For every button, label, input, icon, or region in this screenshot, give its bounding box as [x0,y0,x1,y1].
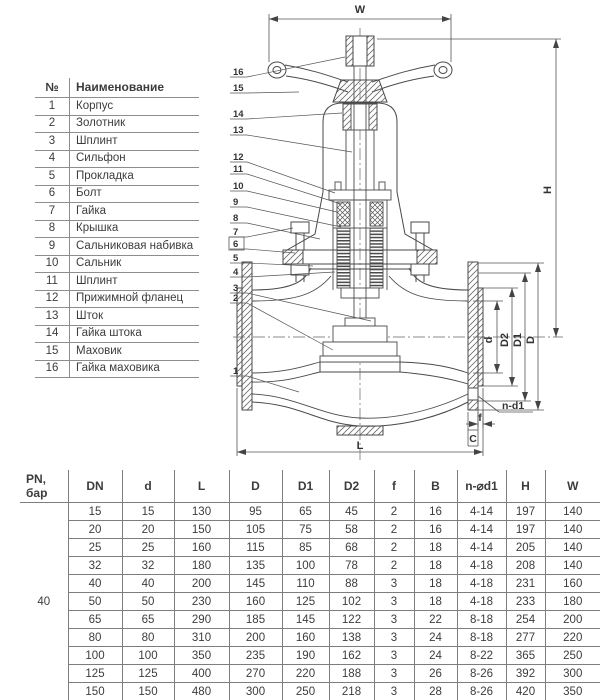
dims-row [20,539,600,557]
dims-cell: 205 [506,539,545,557]
parts-row [35,238,199,256]
dims-cell: 25 [122,539,174,557]
callout-8: 8 [233,213,239,224]
dims-cell: 15 [122,503,174,521]
dims-cell: 85 [282,539,329,557]
part-number: 13 [35,308,70,326]
dims-cell: 40 [122,575,174,593]
part-number: 3 [35,133,70,151]
parts-row [35,168,199,186]
dims-cell: 250 [282,683,329,700]
dims-cell: 3 [374,611,414,629]
part-number: 1 [35,98,70,116]
dims-row [20,521,600,539]
dims-cell: 3 [374,593,414,611]
dims-cell: 28 [414,683,457,700]
dims-cell: 270 [229,665,282,683]
dims-cell: 45 [329,503,374,521]
part-number: 6 [35,185,70,203]
part-number: 16 [35,360,70,378]
part-name: Сальниковая набивка [70,238,200,256]
parts-row [35,203,199,221]
callout-4: 4 [233,267,239,278]
dims-cell: 310 [174,629,229,647]
dims-cell: 75 [282,521,329,539]
dims-cell: 8-22 [457,647,506,665]
parts-row [35,325,199,343]
label-w: W [354,4,366,16]
dims-cell: 235 [229,647,282,665]
part-name: Шплинт [70,133,200,151]
dims-cell: 26 [414,665,457,683]
dims-header-h: H [506,470,545,503]
dims-cell: 105 [229,521,282,539]
dims-cell: 78 [329,557,374,575]
parts-row [35,273,199,291]
handwheel-knob-right [434,62,452,78]
dims-cell: 180 [545,593,600,611]
dims-cell: 4-14 [457,521,506,539]
part-number: 10 [35,255,70,273]
part-name: Гайка маховика [70,360,200,378]
dims-cell: 125 [68,665,122,683]
dims-cell: 2 [374,503,414,521]
dims-cell: 350 [174,647,229,665]
dims-cell: 4-14 [457,539,506,557]
part-number: 8 [35,220,70,238]
part-number: 12 [35,290,70,308]
callout-5: 5 [233,253,239,264]
dimensions [237,14,561,456]
dims-cell: 138 [329,629,374,647]
dims-cell: 102 [329,593,374,611]
dims-cell: 140 [545,557,600,575]
callout-16: 16 [233,67,244,78]
dims-cell: 8-26 [457,665,506,683]
part-name: Крышка [70,220,200,238]
dims-cell: 95 [229,503,282,521]
dims-cell: 233 [506,593,545,611]
part-name: Прокладка [70,168,200,186]
dims-cell: 400 [174,665,229,683]
dims-cell: 24 [414,629,457,647]
dims-header-pn: PN, бар [20,470,68,503]
dims-cell: 160 [229,593,282,611]
dims-cell: 20 [68,521,122,539]
dims-cell: 80 [122,629,174,647]
dims-cell: 150 [68,683,122,700]
dims-header-row [20,470,600,503]
dims-header-l: L [174,470,229,503]
part-name: Гайка [70,203,200,221]
dims-cell: 4-18 [457,557,506,575]
centerlines [233,28,563,460]
label-bolt-holes: n-d1 [502,400,525,412]
part-number: 9 [35,238,70,256]
dims-row [20,557,600,575]
parts-row [35,150,199,168]
dims-cell: 140 [545,539,600,557]
part-number: 7 [35,203,70,221]
label-d2: D2 [499,332,511,348]
dims-cell: 420 [506,683,545,700]
dims-cell: 110 [282,575,329,593]
label-d: d [483,336,495,344]
dims-cell: 122 [329,611,374,629]
dims-cell: 197 [506,503,545,521]
bottom-boss [337,426,383,435]
dims-cell: 220 [545,629,600,647]
dims-cell: 140 [545,503,600,521]
dims-cell: 150 [122,683,174,700]
dims-cell: 18 [414,557,457,575]
dims-cell: 180 [174,557,229,575]
dims-cell: 100 [68,647,122,665]
bolt-hole [468,388,478,400]
dims-cell: 58 [329,521,374,539]
dims-cell: 200 [545,611,600,629]
dims-cell: 208 [506,557,545,575]
parts-header-name: Наименование [70,78,200,98]
dims-cell: 68 [329,539,374,557]
dims-cell: 200 [174,575,229,593]
part-name: Сильфон [70,150,200,168]
left-flange [237,262,252,410]
dims-header-w: W [545,470,600,503]
dims-cell: 365 [506,647,545,665]
dims-cell: 16 [414,521,457,539]
callout-13: 13 [233,125,244,136]
dims-row [20,683,600,700]
dims-row [20,593,600,611]
dims-row [20,665,600,683]
callout-3: 3 [233,283,239,294]
callout-11: 11 [233,164,244,175]
dims-cell: 160 [545,575,600,593]
dims-cell: 100 [282,557,329,575]
dims-cell: 65 [68,611,122,629]
parts-row [35,115,199,133]
dims-cell: 350 [545,683,600,700]
dims-cell: 80 [68,629,122,647]
dims-cell: 162 [329,647,374,665]
dims-cell: 145 [229,575,282,593]
dims-cell: 125 [282,593,329,611]
dims-cell: 254 [506,611,545,629]
dims-cell: 140 [545,521,600,539]
dims-row [20,611,600,629]
parts-row [35,308,199,326]
dims-cell: 100 [122,647,174,665]
dims-cell: 2 [374,539,414,557]
dims-cell: 115 [229,539,282,557]
callout-1: 1 [233,366,239,377]
dims-cell: 20 [122,521,174,539]
dims-cell: 18 [414,575,457,593]
callout-15: 15 [233,83,244,94]
dims-row [20,629,600,647]
dims-cell: 231 [506,575,545,593]
dims-header-n-⌀d1: n-⌀d1 [457,470,506,503]
dims-row [20,503,600,521]
parts-row [35,343,199,361]
dims-cell: 4-14 [457,503,506,521]
dims-cell: 300 [229,683,282,700]
parts-list-table [35,78,199,378]
dims-cell: 16 [414,503,457,521]
dims-header-d1: D1 [282,470,329,503]
part-name: Шток [70,308,200,326]
callout-9: 9 [233,197,239,208]
dims-cell: 32 [122,557,174,575]
dims-cell: 300 [545,665,600,683]
callout-12: 12 [233,152,244,163]
dims-cell: 220 [282,665,329,683]
dims-cell: 3 [374,647,414,665]
dims-cell: 25 [68,539,122,557]
parts-row [35,133,199,151]
parts-row [35,98,199,116]
dims-cell: 130 [174,503,229,521]
dims-cell: 185 [229,611,282,629]
dims-cell: 8-18 [457,611,506,629]
part-number: 11 [35,273,70,291]
dims-cell: 290 [174,611,229,629]
valve-section-drawing [225,0,607,465]
dims-cell: 24 [414,647,457,665]
part-number: 5 [35,168,70,186]
callout-6: 6 [233,239,239,250]
dims-cell: 18 [414,593,457,611]
part-name: Золотник [70,115,200,133]
dims-cell: 150 [174,521,229,539]
dims-cell: 135 [229,557,282,575]
dims-row [20,575,600,593]
dims-cell: 50 [68,593,122,611]
dims-cell: 218 [329,683,374,700]
label-d1: D1 [512,332,524,348]
handwheel-hub [333,80,387,102]
dims-cell: 250 [545,647,600,665]
dims-cell: 2 [374,557,414,575]
part-name: Корпус [70,98,200,116]
dims-cell: 50 [122,593,174,611]
dims-cell: 188 [329,665,374,683]
gland-flange [329,190,391,200]
stem-nut [343,104,377,130]
dims-cell: 40 [68,575,122,593]
label-h: H [542,186,554,194]
dims-cell: 480 [174,683,229,700]
parts-row [35,360,199,378]
dims-cell: 8-26 [457,683,506,700]
parts-header-row [35,78,199,98]
part-number: 4 [35,150,70,168]
dims-row [20,647,600,665]
part-name: Сальник [70,255,200,273]
dims-header-f: f [374,470,414,503]
dims-header-d2: D2 [329,470,374,503]
part-name: Болт [70,185,200,203]
parts-row [35,255,199,273]
dims-cell: 160 [282,629,329,647]
dims-cell: 3 [374,575,414,593]
right-flange [468,262,483,410]
dims-cell: 197 [506,521,545,539]
dims-header-b: B [414,470,457,503]
dims-cell: 32 [68,557,122,575]
dims-cell: 230 [174,593,229,611]
dims-cell: 4-18 [457,593,506,611]
dims-cell: 88 [329,575,374,593]
dims-cell: 65 [282,503,329,521]
label-f: f [478,412,482,424]
callout-7: 7 [233,227,239,238]
dimensions-table [20,470,600,700]
dims-header-d: d [122,470,174,503]
dims-cell: 8-18 [457,629,506,647]
label-c: C [469,433,477,445]
label-D: D [525,336,537,344]
pn-value: 40 [20,503,68,700]
dims-cell: 3 [374,683,414,700]
dims-cell: 3 [374,665,414,683]
dims-cell: 18 [414,539,457,557]
parts-row [35,290,199,308]
part-number: 2 [35,115,70,133]
dims-cell: 277 [506,629,545,647]
handwheel-knob-left [268,62,286,78]
dims-cell: 4-18 [457,575,506,593]
dims-cell: 125 [122,665,174,683]
dims-cell: 3 [374,629,414,647]
dims-header-dn: DN [68,470,122,503]
dims-cell: 145 [282,611,329,629]
dims-cell: 200 [229,629,282,647]
parts-header-num: № [35,78,70,98]
callout-10: 10 [233,181,244,192]
part-number: 15 [35,343,70,361]
dims-cell: 392 [506,665,545,683]
dims-header-d: D [229,470,282,503]
parts-row [35,185,199,203]
dims-cell: 160 [174,539,229,557]
part-name: Гайка штока [70,325,200,343]
dims-cell: 190 [282,647,329,665]
label-l: L [356,440,364,452]
callout-2: 2 [233,293,239,304]
part-name: Шплинт [70,273,200,291]
part-name: Маховик [70,343,200,361]
callout-14: 14 [233,109,244,120]
dims-cell: 65 [122,611,174,629]
dims-cell: 2 [374,521,414,539]
parts-row [35,220,199,238]
disc [320,318,400,362]
part-name: Прижимной фланец [70,290,200,308]
dims-cell: 22 [414,611,457,629]
part-number: 14 [35,325,70,343]
dims-cell: 15 [68,503,122,521]
